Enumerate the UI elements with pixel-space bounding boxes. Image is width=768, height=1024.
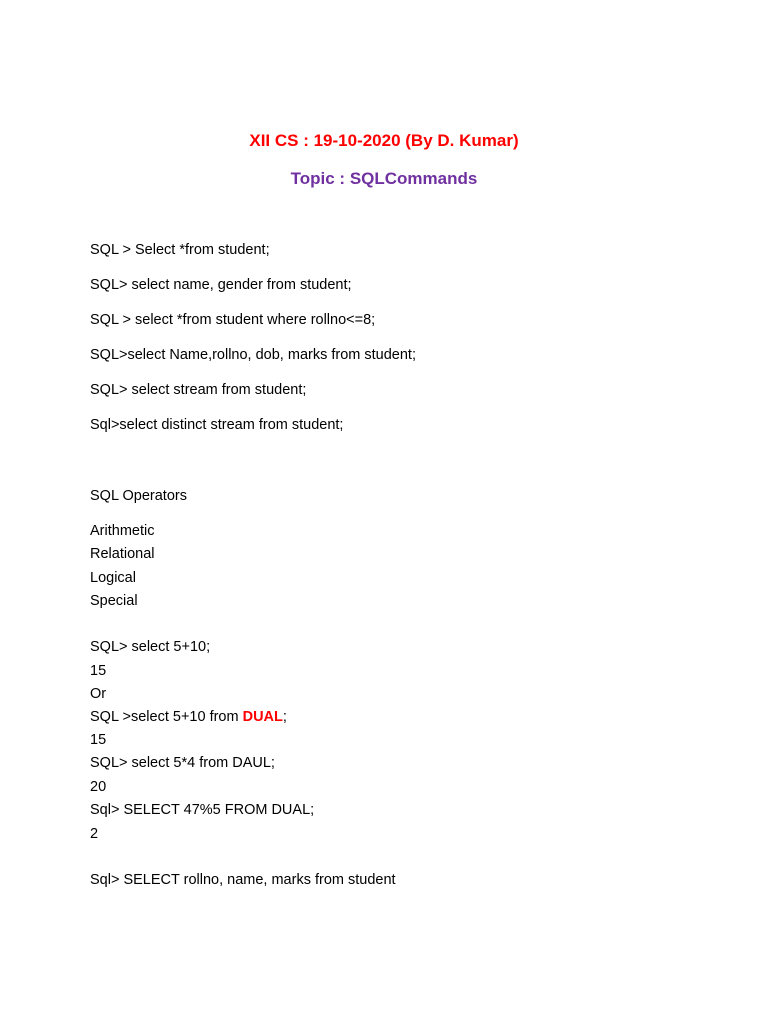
example-result: 2 xyxy=(90,826,99,842)
example-result: 15 xyxy=(90,663,107,679)
example-command: Sql> SELECT 47%5 FROM DUAL; xyxy=(90,802,315,818)
example-command-text: SQL >select 5+10 from xyxy=(90,709,243,725)
example-command: SQL> select 5*4 from DAUL; xyxy=(90,755,275,771)
document-title: XII CS : 19-10-2020 (By D. Kumar) xyxy=(249,131,519,150)
operator-item: Arithmetic xyxy=(90,523,155,539)
sql-command-line: Sql>select distinct stream from student; xyxy=(90,417,344,433)
dual-highlight: DUAL xyxy=(242,709,283,725)
example-result: 20 xyxy=(90,779,107,795)
topic-heading: Topic : SQLCommands xyxy=(290,169,478,188)
example-command-suffix: ; xyxy=(282,709,287,725)
example-command-dual xyxy=(90,707,287,727)
operator-item: Relational xyxy=(90,546,155,562)
or-label: Or xyxy=(90,686,107,702)
example-result: 15 xyxy=(90,732,107,748)
example-command: Sql> SELECT rollno, name, marks from student xyxy=(90,872,396,888)
operators-heading: SQL Operators xyxy=(90,488,187,504)
sql-command-line: SQL> select stream from student; xyxy=(90,382,307,398)
sql-command-line: SQL> select name, gender from student; xyxy=(90,277,352,293)
operator-item: Special xyxy=(90,593,138,609)
operator-item: Logical xyxy=(90,570,136,586)
sql-command-line: SQL > select *from student where rollno<=8; xyxy=(90,312,376,328)
sql-command-line: SQL>select Name,rollno, dob, marks from student; xyxy=(90,347,416,363)
sql-command-line: SQL > Select *from student; xyxy=(90,242,270,258)
example-command: SQL> select 5+10; xyxy=(90,639,211,655)
